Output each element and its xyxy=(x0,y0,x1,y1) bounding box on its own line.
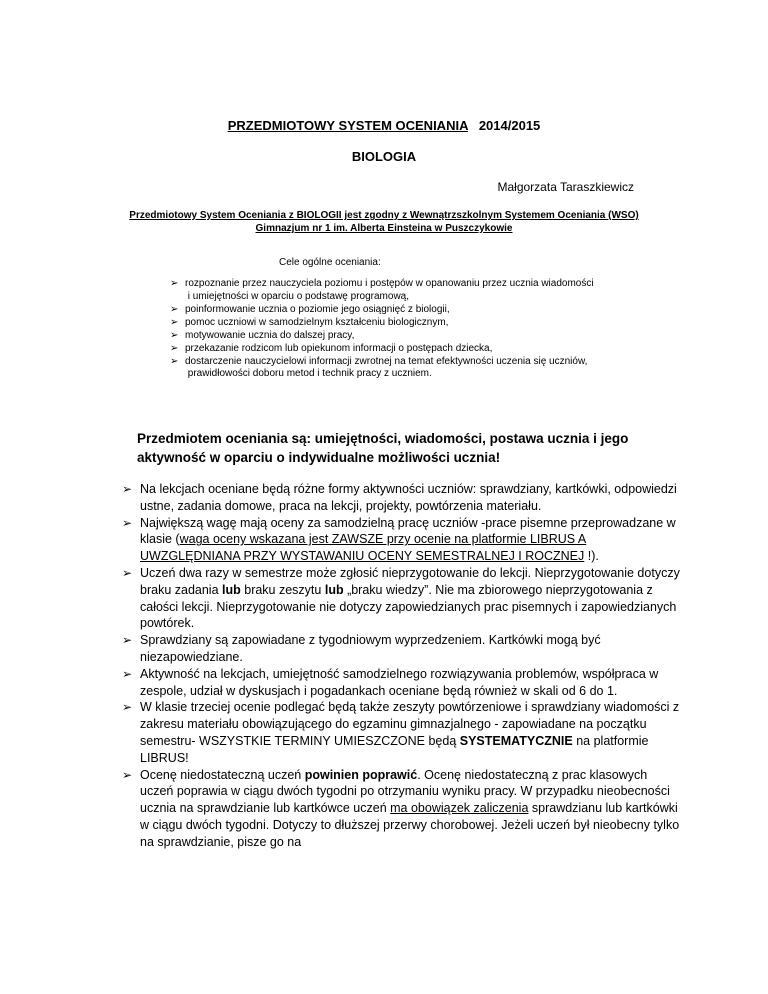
document-title xyxy=(0,118,768,133)
arrow-bullet-icon: ➢ xyxy=(122,515,133,530)
school-year: 2014/2015 xyxy=(478,118,541,133)
wso-statement xyxy=(0,209,768,235)
list-item: ➢ Uczeń dwa razy w semestrze może zgłosić nieprzygotowanie do lekcji. Nieprzygotowanie dotyczy braku zadania lub braku zeszytu lub „braku wiedzy”. Nie ma zbiorowego nieprzygotowania z całości lekcji. Nieprzygotowanie nie dotyczy zapowiedzianych prac pisemnych i zapowiedzianych powtórek. xyxy=(122,565,680,631)
rules-list xyxy=(122,481,682,851)
list-item: ➢ przekazanie rodzicom lub opiekunom informacji o postępach dziecka, xyxy=(170,342,493,354)
subject-heading: BIOLOGIA xyxy=(351,149,417,164)
arrow-bullet-icon: ➢ xyxy=(170,316,179,328)
title-text: PRZEDMIOTOWY SYSTEM OCENIANIA xyxy=(227,118,468,133)
list-item: ➢ Ocenę niedostateczną uczeń powinien poprawić. Ocenę niedostateczną z prac klasowych uczeń poprawia w ciągu dwóch tygodni po otrzymaniu wyniku pracy. W przypadku nieobecności ucznia na sprawdzianie lub kartkówce uczeń ma obowiązek zaliczenia sprawdzianu lub kartkówki w ciągu dwóch tygodni. Dotyczy to dłuższej przerwy chorobowej. Jeżeli uczeń był nieobecny tylko na sprawdzianie, pisze go na xyxy=(122,767,680,849)
list-item: ➢ rozpoznanie przez nauczyciela poziomu i postępów w opanowaniu przez ucznia wiadomości i umiejętności w oparciu o podstawę programową, xyxy=(170,278,594,302)
arrow-bullet-icon: ➢ xyxy=(170,342,179,354)
arrow-bullet-icon: ➢ xyxy=(122,633,133,648)
goals-title: Cele ogólne oceniania: xyxy=(279,257,381,268)
list-item: ➢ Sprawdziany są zapowiadane z tygodniowym wyprzedzeniem. Kartkówki mogą być niezapowiedziane. xyxy=(122,633,601,664)
author-name: Małgorzata Taraszkiewicz xyxy=(497,180,634,194)
arrow-bullet-icon: ➢ xyxy=(170,303,179,315)
list-item: ➢ Na lekcjach oceniane będą różne formy aktywności uczniów: sprawdziany, kartkówki, odpowiedzi ustne, zadania domowe, praca na lekcji, projekty, powtórzenia materiału. xyxy=(122,482,677,513)
arrow-bullet-icon: ➢ xyxy=(170,355,179,367)
arrow-bullet-icon: ➢ xyxy=(170,329,179,341)
arrow-bullet-icon: ➢ xyxy=(122,565,133,580)
list-item: ➢ Największą wagę mają oceny za samodzielną pracę uczniów -prace pisemne przeprowadzane w klasie (waga oceny wskazana jest ZAWSZE przy ocenie na platformie LIBRUS A UWZGLĘDNIANA PRZY WYSTAWANIU OCENY SEMESTRALNEJ I ROCZNEJ !). xyxy=(122,515,676,564)
wso-line-2: Gimnazjum nr 1 im. Alberta Einsteina w Puszczykowie xyxy=(255,223,513,234)
list-item: ➢ poinformowanie ucznia o poziomie jego osiągnięć z biologii, xyxy=(170,303,450,315)
list-item: ➢ W klasie trzeciej ocenie podlegać będą także zeszyty powtórzeniowe i sprawdziany wiadomości z zakresu materiału obowiązującego do egzaminu gimnazjalnego - zapowiadane na początku semestru- WSZYSTKIE TERMINY UMIESZCZONE będą SYSTEMATYCZNIE na platformie LIBRUS! xyxy=(122,700,680,765)
goals-list xyxy=(170,278,690,381)
arrow-bullet-icon: ➢ xyxy=(122,700,133,715)
arrow-bullet-icon: ➢ xyxy=(122,666,133,681)
arrow-bullet-icon: ➢ xyxy=(170,278,179,289)
list-item: ➢ Aktywność na lekcjach, umiejętność samodzielnego rozwiązywania problemów, współpraca w zespole, udział w dyskusjach i pogadankach oceniane będą również w skali od 6 do 1. xyxy=(122,666,659,698)
arrow-bullet-icon: ➢ xyxy=(122,482,133,496)
list-item: ➢ dostarczenie nauczycielowi informacji zwrotnej na temat efektywności uczenia się uczniów, prawidłowości doboru metod i technik pracy z uczniem. xyxy=(170,355,588,379)
assessment-focus: Przedmiotem oceniania są: umiejętności, wiadomości, postawa ucznia i jego aktywność w oparciu o indywidualne możliwości ucznia! xyxy=(137,431,629,465)
list-item: ➢ motywowanie ucznia do dalszej pracy, xyxy=(170,329,355,341)
arrow-bullet-icon: ➢ xyxy=(122,767,133,782)
wso-line-1: Przedmiotowy System Oceniania z BIOLOGII jest zgodny z Wewnątrzszkolnym Systemem Oceniania (WSO) xyxy=(129,210,639,221)
list-item: ➢ pomoc uczniowi w samodzielnym kształceniu biologicznym, xyxy=(170,316,449,328)
